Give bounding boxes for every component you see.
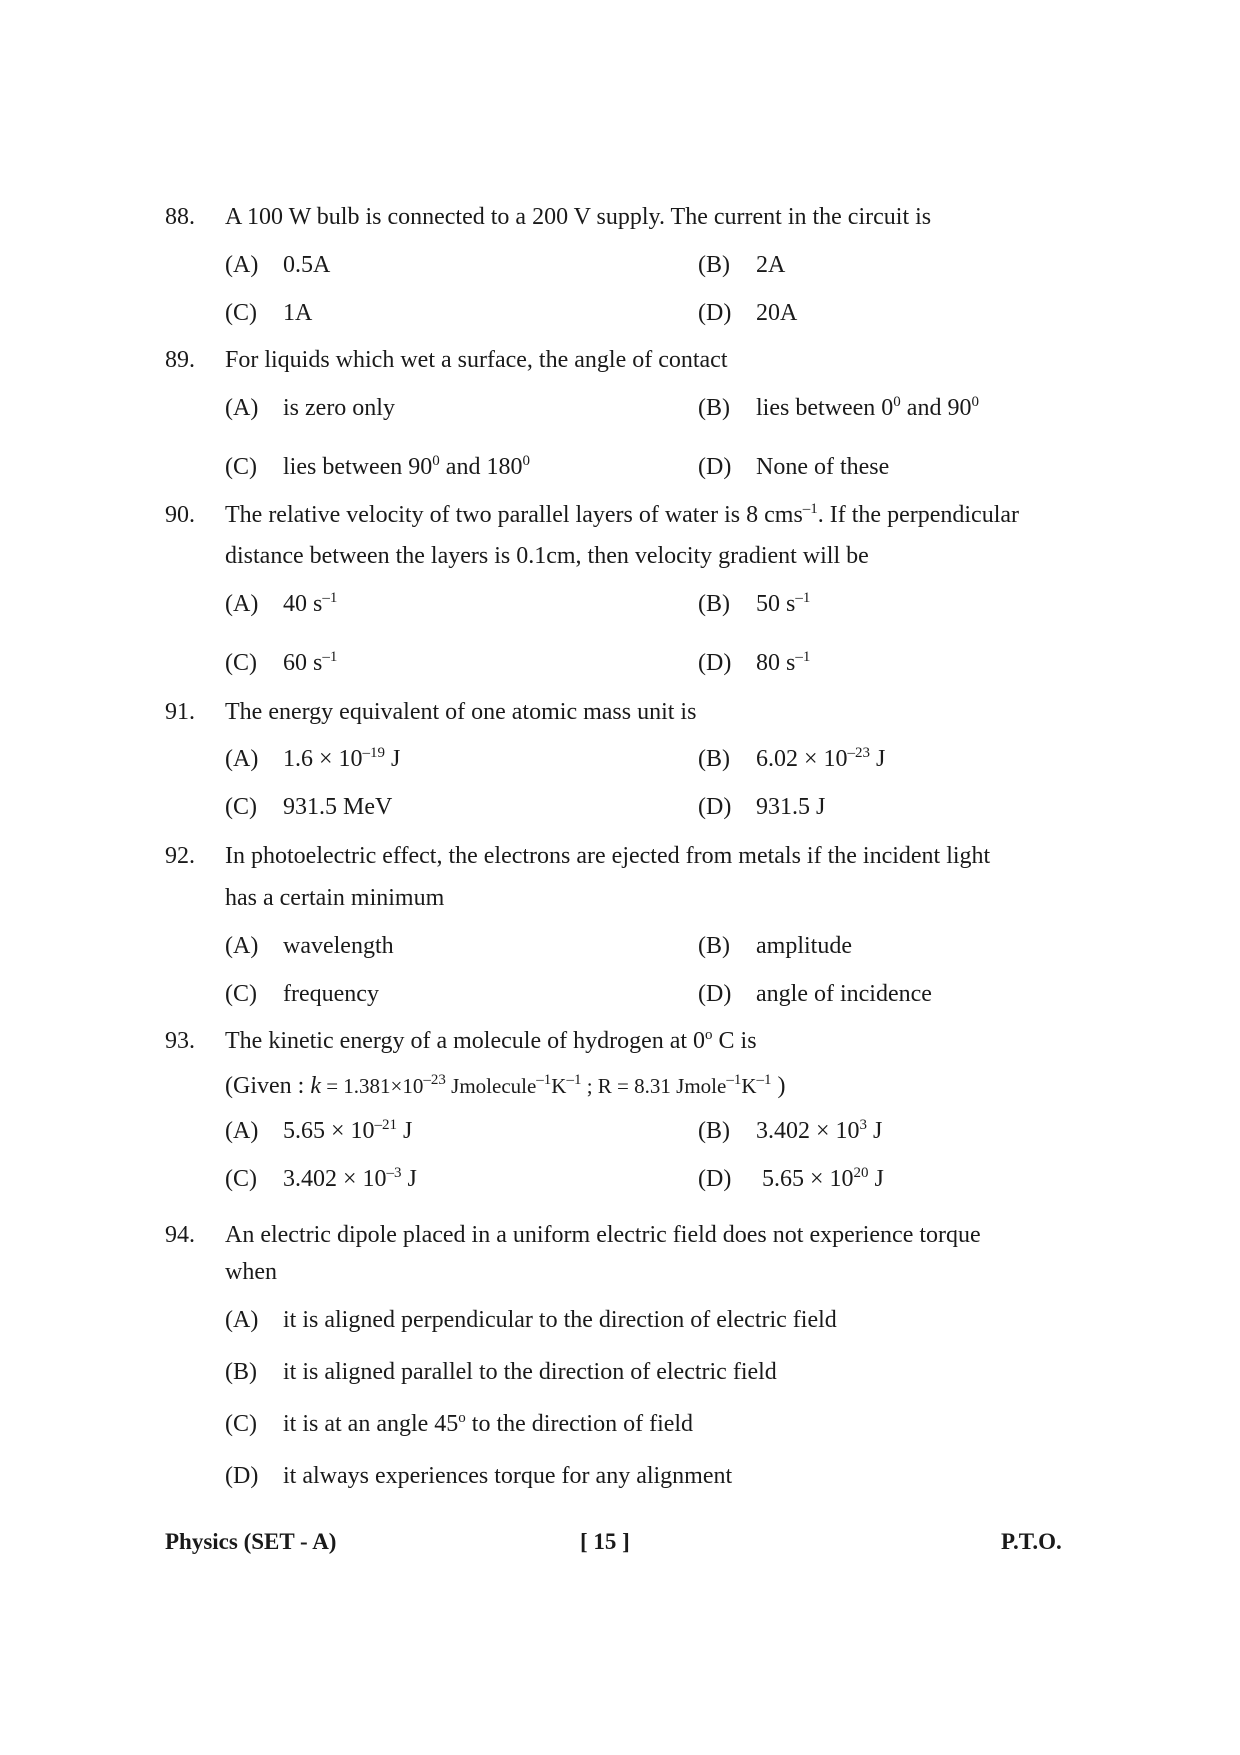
option-c: (C) 931.5 MeV bbox=[225, 794, 393, 820]
option-d: (D) 20A bbox=[698, 300, 798, 326]
footer-subject: Physics (SET - A) bbox=[165, 1529, 337, 1554]
option-c: (C) frequency bbox=[225, 981, 379, 1007]
option-d: (D) angle of incidence bbox=[698, 981, 932, 1007]
option-a: (A) wavelength bbox=[225, 933, 394, 959]
option-c: (C) it is at an angle 45$^o$ to the direction of field bbox=[225, 1410, 694, 1437]
question-text: An electric dipole placed in a uniform electric field does not experience torque bbox=[225, 1222, 981, 1248]
question-number: 89. bbox=[165, 347, 195, 373]
option-d: (D) $5.65 \times 10^{20}$ J bbox=[698, 1165, 884, 1192]
option-a: (A) is zero only bbox=[225, 395, 395, 421]
option-b: (B) 50 $s^{-1}$ bbox=[698, 590, 811, 617]
option-a: (A) it is aligned perpendicular to the direction of electric field bbox=[225, 1307, 837, 1333]
option-c: (C) $3.402 \times 10^{-3}$ J bbox=[225, 1165, 417, 1192]
question-text: The relative velocity of two parallel layers of water is 8 cms$^{-1}$. If the perpendicular bbox=[225, 501, 1020, 528]
option-d: (D) None of these bbox=[698, 454, 890, 480]
option-c: (C) lies between $90^0$ and $180^0$ bbox=[225, 453, 530, 480]
option-b: (B) $6.02 \times 10^{-23}$ J bbox=[698, 745, 886, 772]
question-number: 93. bbox=[165, 1028, 195, 1054]
option-d: (D) 931.5 J bbox=[698, 794, 826, 820]
option-d: (D) it always experiences torque for any alignment bbox=[225, 1463, 733, 1489]
option-b: (B) it is aligned parallel to the direction of electric field bbox=[225, 1359, 777, 1385]
option-b: (B) $3.402 \times 10^3$ J bbox=[698, 1117, 883, 1144]
question-text: In photoelectric effect, the electrons are ejected from metals if the incident light bbox=[225, 843, 991, 869]
question-text-line2: distance between the layers is 0.1cm, then velocity gradient will be bbox=[225, 543, 869, 569]
question-text-line2: when bbox=[225, 1259, 277, 1285]
option-b: (B) amplitude bbox=[698, 933, 852, 959]
question-text-line2: has a certain minimum bbox=[225, 885, 445, 911]
question-number: 88. bbox=[165, 204, 195, 230]
option-b: (B) 2A bbox=[698, 252, 786, 278]
option-c: (C) 60 $s^{-1}$ bbox=[225, 649, 338, 676]
footer-page-number: [ 15 ] bbox=[580, 1529, 630, 1554]
question-text: For liquids which wet a surface, the angle of contact bbox=[225, 347, 728, 373]
question-number: 94. bbox=[165, 1222, 195, 1248]
option-a: (A) 40 $s^{-1}$ bbox=[225, 590, 338, 617]
given-constants: (Given : $k = 1.381\times 10^{-23}$ $Jmolecule^{-1}K^{-1}$ ; R = 8.31 $Jmole^{-1}K^{-1}$ ) bbox=[225, 1072, 786, 1099]
question-number: 92. bbox=[165, 843, 195, 869]
option-a: (A) 0.5A bbox=[225, 252, 331, 278]
question-number: 91. bbox=[165, 699, 195, 725]
option-a: (A) $5.65 \times 10^{-21}$ J bbox=[225, 1117, 413, 1144]
footer-pto: P.T.O. bbox=[1001, 1529, 1062, 1554]
question-text: The kinetic energy of a molecule of hydrogen at 0$^o$ C is bbox=[225, 1027, 757, 1054]
option-a: (A) $1.6 \times 10^{-19}$ J bbox=[225, 745, 401, 772]
option-b: (B) lies between $0^0$ and $90^0$ bbox=[698, 394, 979, 421]
option-c: (C) 1A bbox=[225, 300, 313, 326]
question-text: The energy equivalent of one atomic mass unit is bbox=[225, 699, 697, 725]
question-text: A 100 W bulb is connected to a 200 V supply. The current in the circuit is bbox=[225, 204, 932, 230]
question-number: 90. bbox=[165, 502, 195, 528]
option-d: (D) 80 $s^{-1}$ bbox=[698, 649, 811, 676]
